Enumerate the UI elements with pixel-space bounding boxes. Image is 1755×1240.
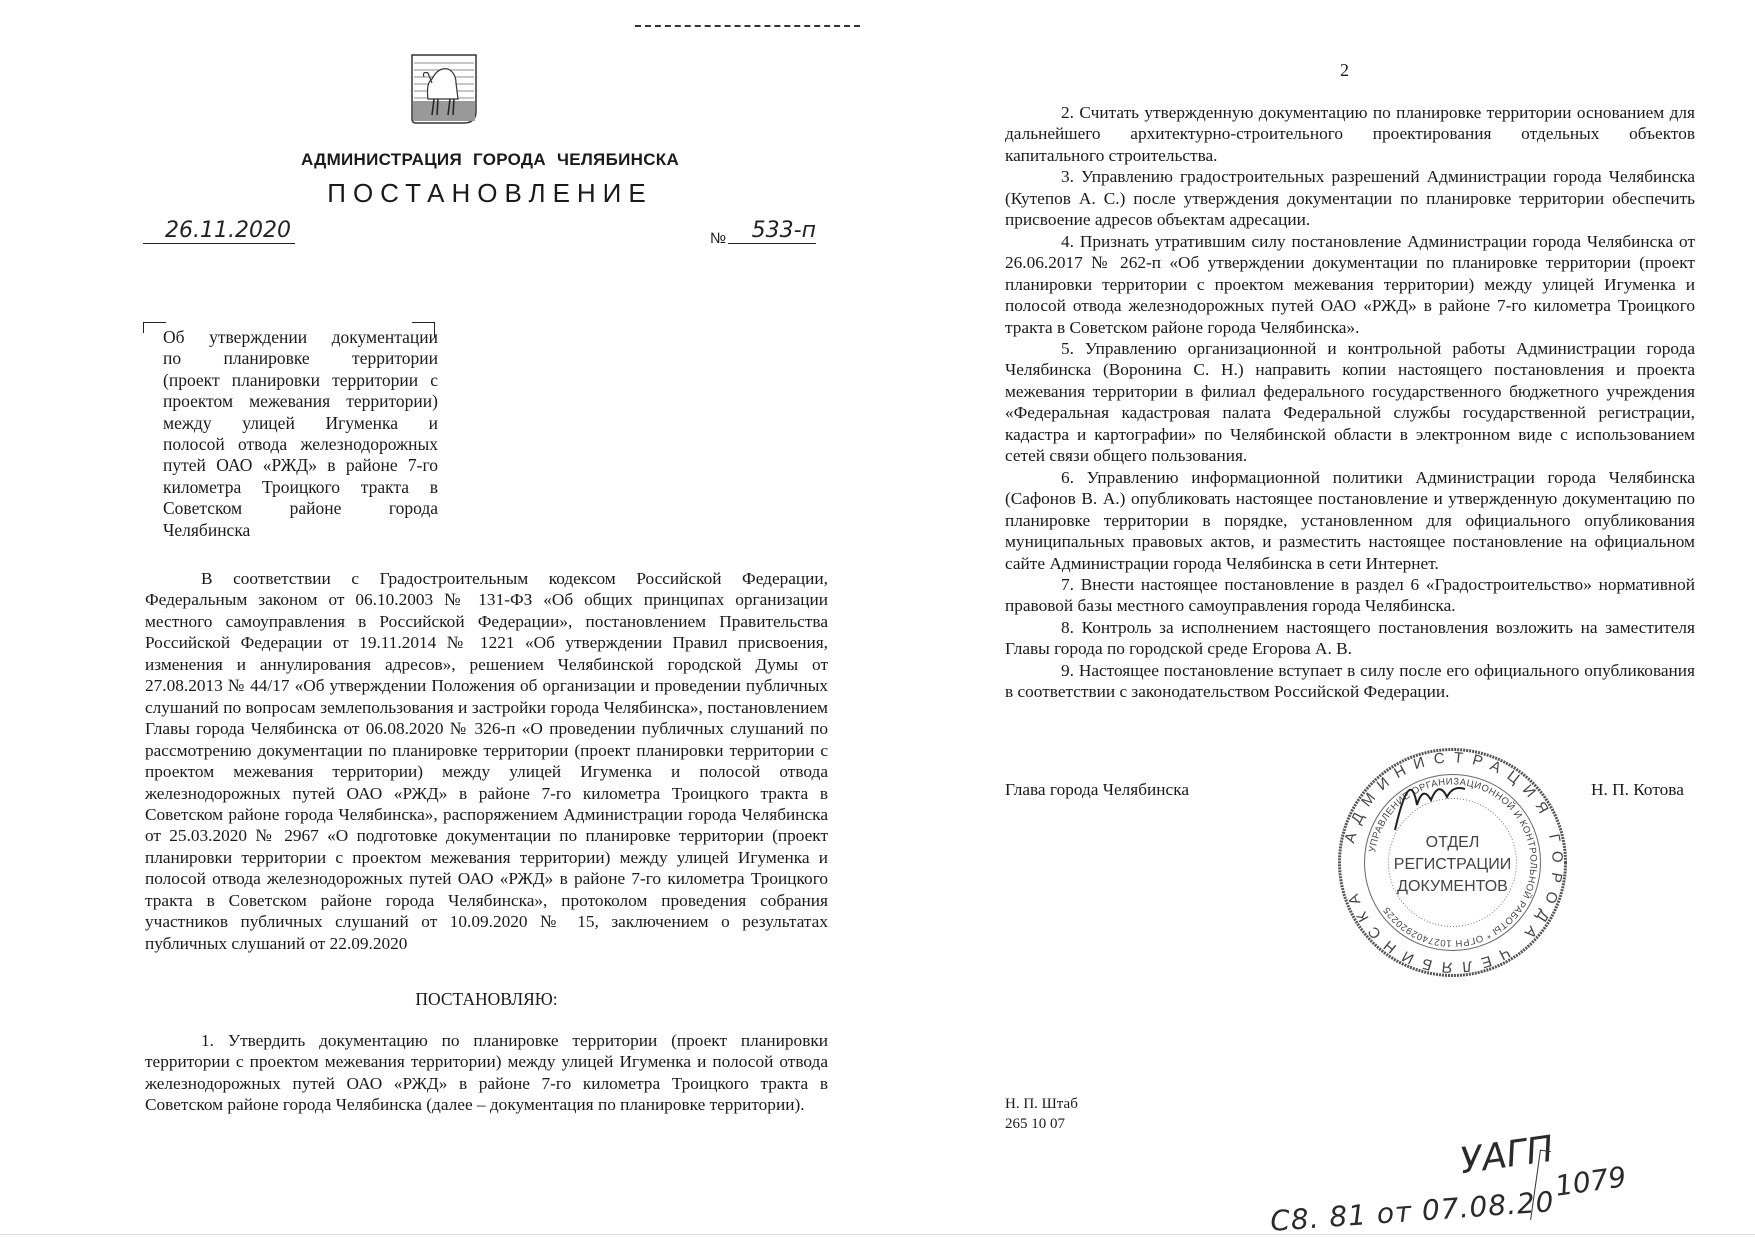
document-date: 26.11.2020 xyxy=(143,218,295,244)
decree-item: 2. Считать утвержденную документацию по планировке территории основанием для дальнейшего архитектурно-строительного проектирования отдельных объектов капитального строительства. xyxy=(1005,103,1695,165)
handwritten-reference: С8. 81 от 07.08.20 xyxy=(1269,1185,1556,1238)
subject-line: полосой отвода железнодорожных xyxy=(163,434,438,455)
svg-text:УПРАВЛЕНИЕ ОРГАНИЗАЦИОННОЙ И К: УПРАВЛЕНИЕ ОРГАНИЗАЦИОННОЙ И КОНТРОЛЬНОЙ РАБОТЫ * ОГРН 1027402920225 xyxy=(1367,776,1539,949)
document-number: 533-п xyxy=(728,218,816,244)
signatory-name: Н. П. Котова xyxy=(1591,780,1684,799)
handwritten-number: 1079 xyxy=(1553,1160,1629,1203)
decree-item: 5. Управлению организационной и контрольной работы Администрации города Челябинска (Воронина С. Н.) направить копии настоящего постановления и проекта межевания территории в филиал федерального государственного бюджетного учреждения «Федеральная кадастровая палата Федеральной службы государственной регистрации, кадастра и картографии» по Челябинской области в электронном виде с использованием сетей связи общего пользования. xyxy=(1005,338,1695,466)
decree-items-page1 xyxy=(145,1030,828,1116)
signatory-title: Глава города Челябинска xyxy=(1005,780,1190,799)
decree-word: ПОСТАНОВЛЯЮ: xyxy=(415,989,558,1009)
document-subject xyxy=(163,327,438,541)
official-stamp-icon xyxy=(1335,745,1570,980)
executor-phone: 265 10 07 xyxy=(1005,1116,1065,1132)
subject-line: Советском районе города xyxy=(163,498,438,519)
preamble-text: В соответствии с Градостроительным кодексом Российской Федерации, Федеральным законом от 06.10.2003 № 131-ФЗ «Об общих принципах организации местного самоуправления в Российской Федерации», постановлением Правительства Российской Федерации от 19.11.2014 № 1221 «Об утверждении Правил присвоения, изменения и аннулирования адресов», решением Челябинской городской Думы от 27.08.2013 № 44/17 «Об утверждении Положения об организации и проведении публичных слушаний по вопросам землепользования и застройки города Челябинска», постановлением Главы города Челябинска от 06.08.2020 № 326-п «О проведении публичных слушаний по рассмотрению документации по планировке территории (проект планировки территории с проектом межевания территории) между улицей Игуменка и полосой отвода железнодорожных путей ОАО «РЖД» в районе 7-го километра Троицкого тракта в Советском районе города Челябинска», распоряжением Администрации города Челябинска от 25.03.2020 № 2967 «О подготовке документации по планировке территории (проект планировки территории с проектом межевания территории) между улицей Игуменка и полосой отвода железнодорожных путей ОАО «РЖД» в районе 7-го километра Троицкого тракта в Советском районе города Челябинска», протоколом проведения собрания участников публичных слушаний от 10.09.2020 № 15, заключением о результатах публичных слушаний от 22.09.2020 xyxy=(145,569,828,953)
decree-item: 9. Настоящее постановление вступает в силу после его официального опубликования в соответствии с законодательством Российской Федерации. xyxy=(1005,660,1695,702)
subject-line: по планировке территории xyxy=(163,348,438,369)
coat-of-arms-icon xyxy=(410,53,478,125)
decree-item: 3. Управлению градостроительных разрешений Администрации города Челябинска (Кутепов А. С.) после утверждения документации по планировке территории обеспечить присвоение адресов объектам адресации. xyxy=(1005,167,1695,230)
svg-text:ОТДЕЛ: ОТДЕЛ xyxy=(1425,834,1480,851)
subject-line: Об утверждении документации xyxy=(163,327,438,347)
decree-item: 8. Контроль за исполнением настоящего постановления возложить на заместителя Главы города по городской среде Егорова А. В. xyxy=(1005,617,1695,659)
executor-name: Н. П. Штаб xyxy=(1005,1096,1078,1112)
decree-item: 1. Утвердить документацию по планировке территории (проект планировки территории с проектом межевания территории) между улицей Игуменка и полосой отвода железнодорожных путей ОАО «РЖД» в районе 7-го километра Троицкого тракта в Советском районе города Челябинска (далее – документация по планировке территории). xyxy=(145,1031,828,1115)
svg-text:АДМИНИСТРАЦИЯ ГОРОДА ЧЕЛЯБИНСК: АДМИНИСТРАЦИЯ ГОРОДА ЧЕЛЯБИНСКА xyxy=(1341,749,1566,976)
scan-top-line xyxy=(635,25,860,27)
page-number: 2 xyxy=(1340,60,1349,80)
preamble xyxy=(145,568,828,954)
decree-item: 6. Управлению информационной политики Администрации города Челябинска (Сафонов В. А.) опубликовать настоящее постановление и утвержденную документацию по планировке территории в порядке, установленном для официального опубликования муниципальных правовых актов, и разместить настоящее постановление на официальном сайте Администрации города Челябинска в сети Интернет. xyxy=(1005,467,1695,573)
scan-bottom-edge xyxy=(0,1234,1755,1235)
decree-items-page2 xyxy=(1005,102,1695,703)
handwritten-department: УАГП xyxy=(1457,1128,1557,1183)
decree-item: 7. Внести настоящее постановление в раздел 6 «Градостроительство» нормативной правовой базы местного самоуправления города Челябинска. xyxy=(1005,574,1695,616)
svg-text:ДОКУМЕНТОВ: ДОКУМЕНТОВ xyxy=(1397,878,1508,895)
decree-item: 4. Признать утратившим силу постановление Администрации города Челябинска от 26.06.2017 № 262-п «Об утверждении документации по планировке территории (проект планировки территории с проектом межевания территории) между улицей Игуменка и полосой отвода железнодорожных путей ОАО «РЖД» в районе 7-го километра Троицкого тракта в Советском районе города Челябинска». xyxy=(1005,231,1695,337)
subject-line: проектом межевания территории) xyxy=(163,391,438,412)
number-label: № xyxy=(710,230,727,247)
subject-line: Челябинска xyxy=(163,519,251,540)
executor-info xyxy=(1005,1094,1078,1134)
subject-line: путей ОАО «РЖД» в районе 7-го xyxy=(163,455,438,476)
subject-line: (проект планировки территории с xyxy=(163,369,438,390)
organization-name: АДМИНИСТРАЦИЯ ГОРОДА ЧЕЛЯБИНСКА xyxy=(300,150,680,169)
subject-line: километра Троицкого тракта в xyxy=(163,476,438,497)
svg-text:РЕГИСТРАЦИИ: РЕГИСТРАЦИИ xyxy=(1393,856,1512,873)
document-type: ПОСТАНОВЛЕНИЕ xyxy=(327,178,653,208)
subject-line: между улицей Игуменка и xyxy=(163,412,438,433)
